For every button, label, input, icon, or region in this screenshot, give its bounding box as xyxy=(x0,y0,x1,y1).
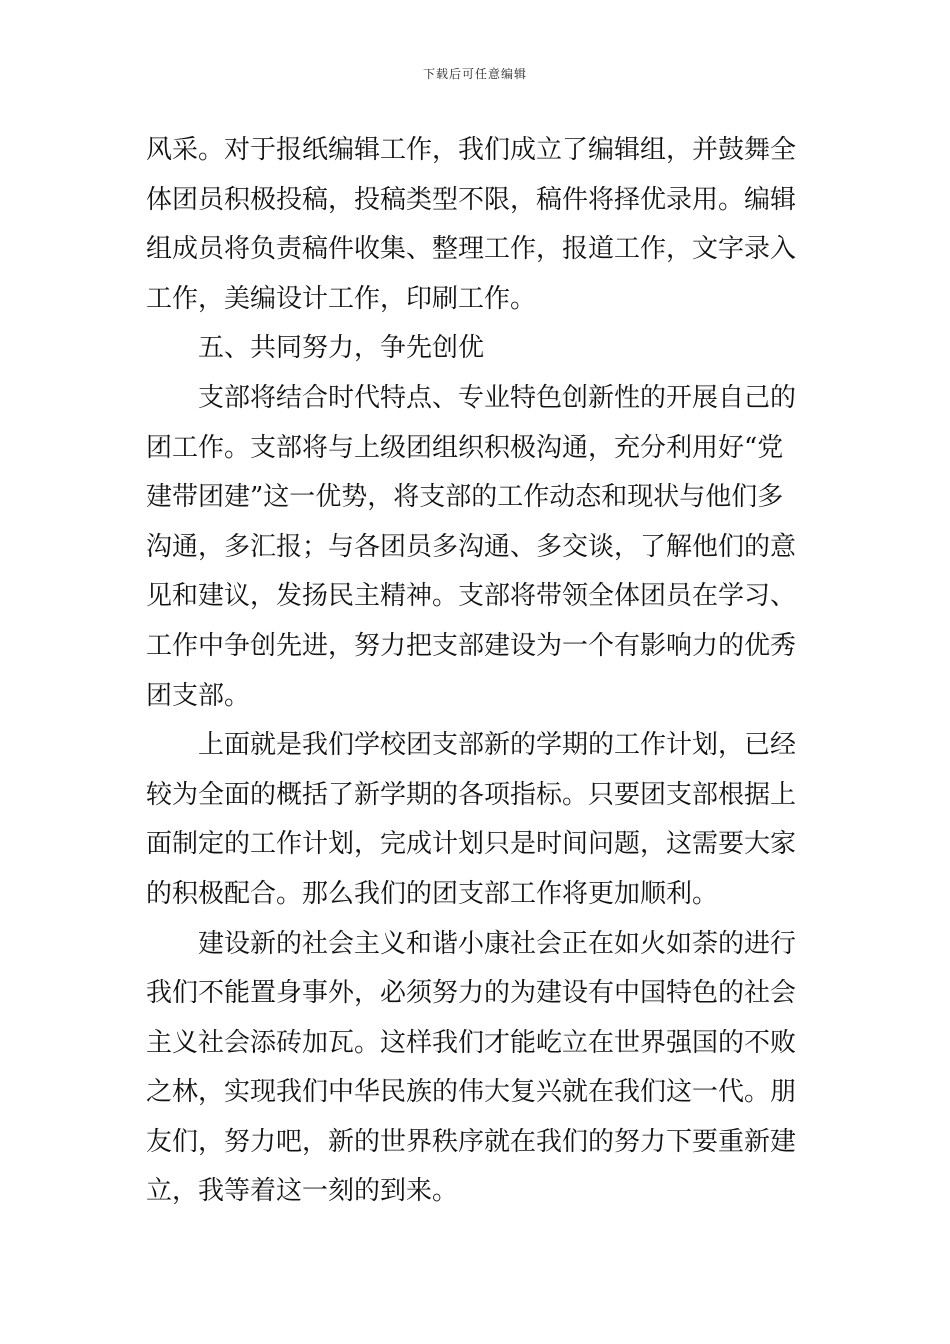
text-line: 立，我等着这一刻的到来。 xyxy=(146,1176,459,1207)
text-line: 团工作。支部将与上级团组织积极沟通，充分利用好“党 xyxy=(146,432,784,463)
text-line: 体团员积极投稿，投稿类型不限，稿件将择优录用。编辑 xyxy=(146,184,797,215)
text-line: 沟通，多汇报；与各团员多沟通、多交谈，了解他们的意 xyxy=(146,531,797,562)
text-line: 工作中争创先进，努力把支部建设为一个有影响力的优秀 xyxy=(146,630,797,661)
text-line: 的积极配合。那么我们的团支部工作将更加顺利。 xyxy=(146,878,719,909)
text-line: 主义社会添砖加瓦。这样我们才能屹立在世界强国的不败 xyxy=(146,1027,797,1058)
text-line: 工作，美编设计工作，印刷工作。 xyxy=(146,283,537,314)
section-heading: 五、共同努力，争先创优 xyxy=(198,333,485,364)
text-line: 风采。对于报纸编辑工作，我们成立了编辑组，并鼓舞全 xyxy=(146,135,797,165)
text-line: 见和建议，发扬民主精神。支部将带领全体团员在学习、 xyxy=(146,581,797,612)
text-line: 支部将结合时代特点、专业特色创新性的开展自己的 xyxy=(198,382,797,413)
text-line: 面制定的工作计划，完成计划只是时间问题，这需要大家 xyxy=(146,829,797,860)
text-line: 建带团建”这一优势，将支部的工作动态和现状与他们多 xyxy=(146,482,784,513)
text-line: 之林，实现我们中华民族的伟大复兴就在我们这一代。朋 xyxy=(146,1077,797,1108)
text-line: 上面就是我们学校团支部新的学期的工作计划，已经 xyxy=(198,730,797,761)
text-line: 较为全面的概括了新学期的各项指标。只要团支部根据上 xyxy=(146,779,797,810)
text-line: 团支部。 xyxy=(146,680,251,711)
text-line: 建设新的社会主义和谐小康社会正在如火如荼的进行 xyxy=(198,928,797,959)
text-line: 我们不能置身事外，必须努力的为建设有中国特色的社会 xyxy=(146,978,797,1009)
document-body xyxy=(146,126,808,1217)
header-note: 下载后可任意编辑 xyxy=(422,67,527,81)
text-line: 组成员将负责稿件收集、整理工作，报道工作，文字录入 xyxy=(146,234,797,265)
text-line: 友们，努力吧，新的世界秩序就在我们的努力下要重新建 xyxy=(146,1126,797,1157)
